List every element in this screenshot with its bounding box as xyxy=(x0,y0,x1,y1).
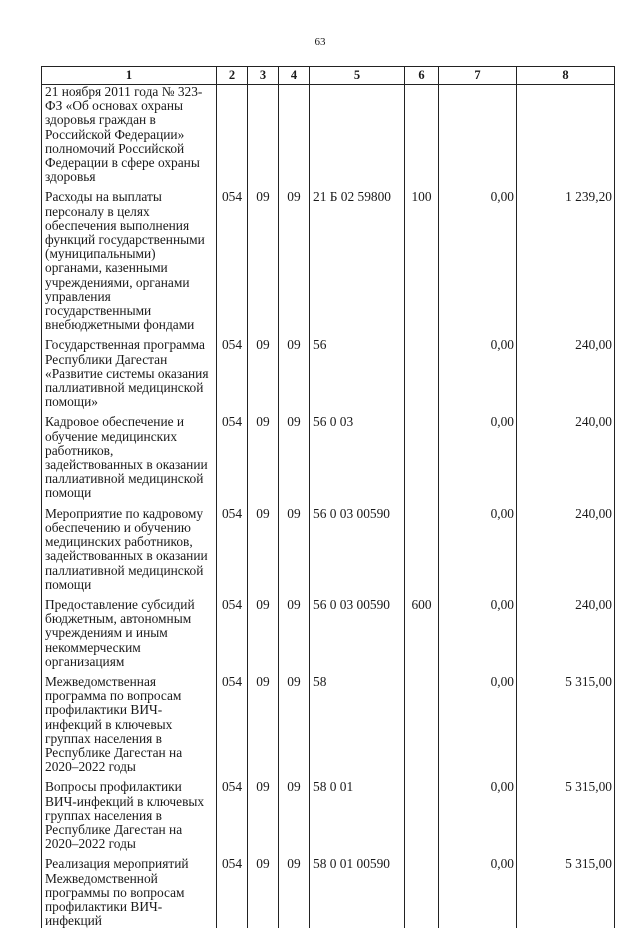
row-amount-2: 240,00 xyxy=(517,592,615,669)
row-amount-2: 5 315,00 xyxy=(517,851,615,928)
table-row xyxy=(42,669,615,774)
row-name: Предоставление субсидий бюджетным, автономным учреждениям и иным некоммерческим организациям xyxy=(42,592,217,669)
row-subsection-code: 09 xyxy=(279,332,310,409)
row-ministry-code: 054 xyxy=(217,592,248,669)
header-col-5: 5 xyxy=(310,67,405,85)
header-col-2: 2 xyxy=(217,67,248,85)
row-name: Межведомственная программа по вопросам профилактики ВИЧ-инфекций в ключевых группах населения в Республике Дагестан на 2020–2022 годы xyxy=(42,669,217,774)
row-ministry-code: 054 xyxy=(217,774,248,851)
row-expense-type xyxy=(405,774,439,851)
row-amount-2: 240,00 xyxy=(517,501,615,592)
row-name: Вопросы профилактики ВИЧ-инфекций в ключевых группах населения в Республике Дагестан на 2020–2022 годы xyxy=(42,774,217,851)
table-header xyxy=(42,67,615,85)
row-amount-1 xyxy=(439,85,517,185)
header-col-7: 7 xyxy=(439,67,517,85)
row-amount-2: 1 239,20 xyxy=(517,184,615,332)
row-amount-1: 0,00 xyxy=(439,774,517,851)
table-row xyxy=(42,85,615,185)
row-amount-2: 5 315,00 xyxy=(517,774,615,851)
table-row xyxy=(42,409,615,500)
row-expense-type: 600 xyxy=(405,592,439,669)
row-amount-1: 0,00 xyxy=(439,184,517,332)
table-body xyxy=(42,85,615,928)
row-expense-type xyxy=(405,85,439,185)
row-amount-1: 0,00 xyxy=(439,851,517,928)
table-row xyxy=(42,184,615,332)
header-col-6: 6 xyxy=(405,67,439,85)
row-section-code: 09 xyxy=(248,332,279,409)
row-name: 21 ноября 2011 года № 323-ФЗ «Об основах охраны здоровья граждан в Российской Федерации» полномочий Российской Федерации в сфере охраны здоровья xyxy=(42,85,217,185)
row-target-code xyxy=(310,85,405,185)
row-amount-2: 240,00 xyxy=(517,409,615,500)
header-col-1: 1 xyxy=(42,67,217,85)
table-row xyxy=(42,774,615,851)
row-amount-1: 0,00 xyxy=(439,501,517,592)
row-target-code: 56 xyxy=(310,332,405,409)
row-name: Мероприятие по кадровому обеспечению и обучению медицинских работников, задействованных в оказании паллиативной медицинской помощи xyxy=(42,501,217,592)
budget-table xyxy=(41,66,615,928)
row-section-code: 09 xyxy=(248,592,279,669)
row-amount-2 xyxy=(517,85,615,185)
row-name: Государственная программа Республики Дагестан «Развитие системы оказания паллиативной медицинской помощи» xyxy=(42,332,217,409)
row-amount-1: 0,00 xyxy=(439,592,517,669)
row-subsection-code: 09 xyxy=(279,669,310,774)
row-target-code: 56 0 03 00590 xyxy=(310,501,405,592)
header-col-8: 8 xyxy=(517,67,615,85)
table-row xyxy=(42,332,615,409)
row-expense-type xyxy=(405,501,439,592)
row-expense-type xyxy=(405,409,439,500)
row-target-code: 58 xyxy=(310,669,405,774)
row-target-code: 56 0 03 xyxy=(310,409,405,500)
row-amount-1: 0,00 xyxy=(439,409,517,500)
row-subsection-code: 09 xyxy=(279,774,310,851)
row-target-code: 56 0 03 00590 xyxy=(310,592,405,669)
row-amount-2: 240,00 xyxy=(517,332,615,409)
row-subsection-code: 09 xyxy=(279,851,310,928)
row-ministry-code: 054 xyxy=(217,851,248,928)
row-expense-type xyxy=(405,669,439,774)
row-target-code: 21 Б 02 59800 xyxy=(310,184,405,332)
row-expense-type xyxy=(405,332,439,409)
row-ministry-code: 054 xyxy=(217,184,248,332)
row-ministry-code: 054 xyxy=(217,669,248,774)
row-ministry-code: 054 xyxy=(217,409,248,500)
row-target-code: 58 0 01 xyxy=(310,774,405,851)
row-section-code: 09 xyxy=(248,669,279,774)
row-amount-1: 0,00 xyxy=(439,332,517,409)
row-expense-type xyxy=(405,851,439,928)
row-section-code: 09 xyxy=(248,774,279,851)
row-ministry-code: 054 xyxy=(217,501,248,592)
row-section-code: 09 xyxy=(248,851,279,928)
table-row xyxy=(42,851,615,928)
row-ministry-code xyxy=(217,85,248,185)
header-col-3: 3 xyxy=(248,67,279,85)
row-section-code: 09 xyxy=(248,184,279,332)
header-col-4: 4 xyxy=(279,67,310,85)
row-section-code: 09 xyxy=(248,501,279,592)
table-row xyxy=(42,501,615,592)
row-subsection-code: 09 xyxy=(279,501,310,592)
row-amount-2: 5 315,00 xyxy=(517,669,615,774)
row-subsection-code xyxy=(279,85,310,185)
row-target-code: 58 0 01 00590 xyxy=(310,851,405,928)
page-number: 63 xyxy=(0,36,640,48)
row-section-code xyxy=(248,85,279,185)
row-name: Расходы на выплаты персоналу в целях обеспечения выполнения функций государственными (муниципальными) органами, казенными учреждениями, органами управления государственными внебюджетными фондами xyxy=(42,184,217,332)
row-amount-1: 0,00 xyxy=(439,669,517,774)
row-section-code: 09 xyxy=(248,409,279,500)
row-name: Реализация мероприятий Межведомственной программы по вопросам профилактики ВИЧ-инфекций xyxy=(42,851,217,928)
row-ministry-code: 054 xyxy=(217,332,248,409)
row-name: Кадровое обеспечение и обучение медицинских работников, задействованных в оказании паллиативной медицинской помощи xyxy=(42,409,217,500)
row-subsection-code: 09 xyxy=(279,592,310,669)
row-expense-type: 100 xyxy=(405,184,439,332)
row-subsection-code: 09 xyxy=(279,184,310,332)
row-subsection-code: 09 xyxy=(279,409,310,500)
header-row xyxy=(42,67,615,85)
table-row xyxy=(42,592,615,669)
